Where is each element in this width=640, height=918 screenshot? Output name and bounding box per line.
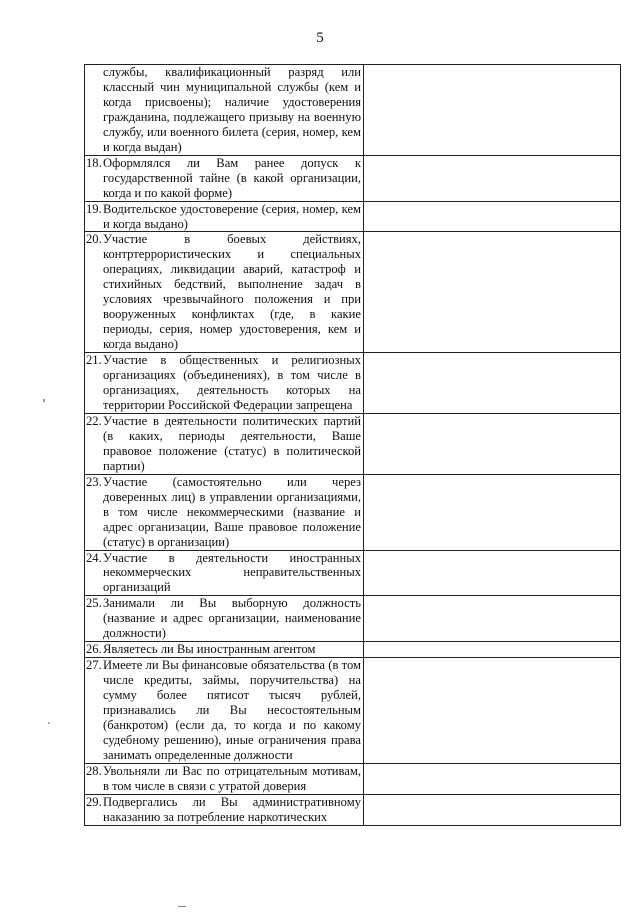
question-cell	[85, 353, 364, 414]
question-text: службы, квалификационный разряд или классный чин муниципальной службы (кем и когда присвоены); наличие удостоверения гражданина, подлежащего призыву на военную службу, или военного билета (серия, номер, кем и когда выдан)	[103, 65, 361, 154]
question-cell	[85, 413, 364, 474]
table-row	[85, 201, 621, 232]
question-number: 23.	[86, 474, 102, 489]
question-text: Являетесь ли Вы иностранным агентом	[103, 642, 316, 657]
question-cell	[85, 201, 364, 232]
question-number: 18.	[86, 155, 102, 170]
questionnaire-table	[84, 64, 621, 826]
question-text: Оформлялся ли Вам ранее допуск к государственной тайне (в какой организации, когда и по какой форме)	[103, 155, 361, 200]
question-cell	[85, 155, 364, 201]
table-row	[85, 794, 621, 825]
table-row	[85, 596, 621, 642]
question-number: 25.	[86, 596, 102, 611]
question-text: Участие в деятельности иностранных некоммерческих неправительственных организаций	[103, 550, 361, 595]
scan-speck	[48, 722, 50, 724]
question-cell	[85, 474, 364, 550]
table-row	[85, 642, 621, 658]
table-row	[85, 353, 621, 414]
answer-cell[interactable]	[364, 763, 621, 794]
question-text: Имеете ли Вы финансовые обязательства (в том числе кредиты, займы, поручительства) на сумму более пятисот тысяч рублей, признавались ли Вы несостоятельным (банкротом) (если да, то когда и по какому судебному решению), иные ограничения права занимать определенные должности	[103, 658, 361, 762]
scan-speck	[43, 399, 45, 402]
answer-cell[interactable]	[364, 794, 621, 825]
question-number: 24.	[86, 550, 102, 565]
table-row	[85, 550, 621, 596]
scan-speck	[178, 906, 186, 907]
question-number: 26.	[86, 642, 102, 657]
question-text: Участие в общественных и религиозных организациях (объединениях), в том числе в организациях, деятельность которых на территории Российской Федерации запрещена	[103, 353, 361, 412]
table-row	[85, 763, 621, 794]
answer-cell[interactable]	[364, 642, 621, 658]
answer-cell[interactable]	[364, 201, 621, 232]
answer-cell[interactable]	[364, 474, 621, 550]
page-number: 5	[316, 30, 324, 46]
answer-cell[interactable]	[364, 550, 621, 596]
question-cell	[85, 642, 364, 658]
question-number: 21.	[86, 353, 102, 368]
question-cell	[85, 232, 364, 353]
table-row	[85, 658, 621, 764]
answer-cell[interactable]	[364, 658, 621, 764]
table-row	[85, 155, 621, 201]
question-number: 19.	[86, 201, 102, 216]
question-text: Водительское удостоверение (серия, номер, кем и когда выдано)	[103, 201, 361, 231]
question-cell	[85, 65, 364, 156]
answer-cell[interactable]	[364, 353, 621, 414]
answer-cell[interactable]	[364, 413, 621, 474]
table-row	[85, 232, 621, 353]
question-cell	[85, 763, 364, 794]
question-cell	[85, 658, 364, 764]
table-row	[85, 65, 621, 156]
table-row	[85, 413, 621, 474]
question-cell	[85, 550, 364, 596]
question-text: Увольняли ли Вас по отрицательным мотивам, в том числе в связи с утратой доверия	[103, 763, 361, 793]
question-text: Подвергались ли Вы административному наказанию за потребление наркотических	[103, 794, 361, 824]
question-cell	[85, 794, 364, 825]
answer-cell[interactable]	[364, 232, 621, 353]
question-cell	[85, 596, 364, 642]
question-number: 22.	[86, 413, 102, 428]
question-number: 20.	[86, 232, 102, 247]
table-row	[85, 474, 621, 550]
answer-cell[interactable]	[364, 65, 621, 156]
question-text: Участие (самостоятельно или через доверенных лиц) в управлении организациями, в том числе некоммерческими (название и адрес организации, Ваше правовое положение (статус) в организации)	[103, 474, 361, 549]
answer-cell[interactable]	[364, 155, 621, 201]
answer-cell[interactable]	[364, 596, 621, 642]
question-number: 28.	[86, 763, 102, 778]
question-text: Занимали ли Вы выборную должность (название и адрес организации, наименование должности)	[103, 596, 361, 641]
question-number: 29.	[86, 794, 102, 809]
question-text: Участие в деятельности политических партий (в каких, периоды деятельности, Ваше правовое положение (статус) в политической партии)	[103, 413, 361, 473]
question-number: 27.	[86, 658, 102, 673]
question-text: Участие в боевых действиях, контртеррористических и специальных операциях, ликвидации аварий, катастроф и стихийных бедствий, выполнение задач в условиях чрезвычайного положения и при вооруженных конфликтах (где, в какие периоды, серия, номер удостоверения, кем и когда выдано)	[103, 232, 361, 352]
